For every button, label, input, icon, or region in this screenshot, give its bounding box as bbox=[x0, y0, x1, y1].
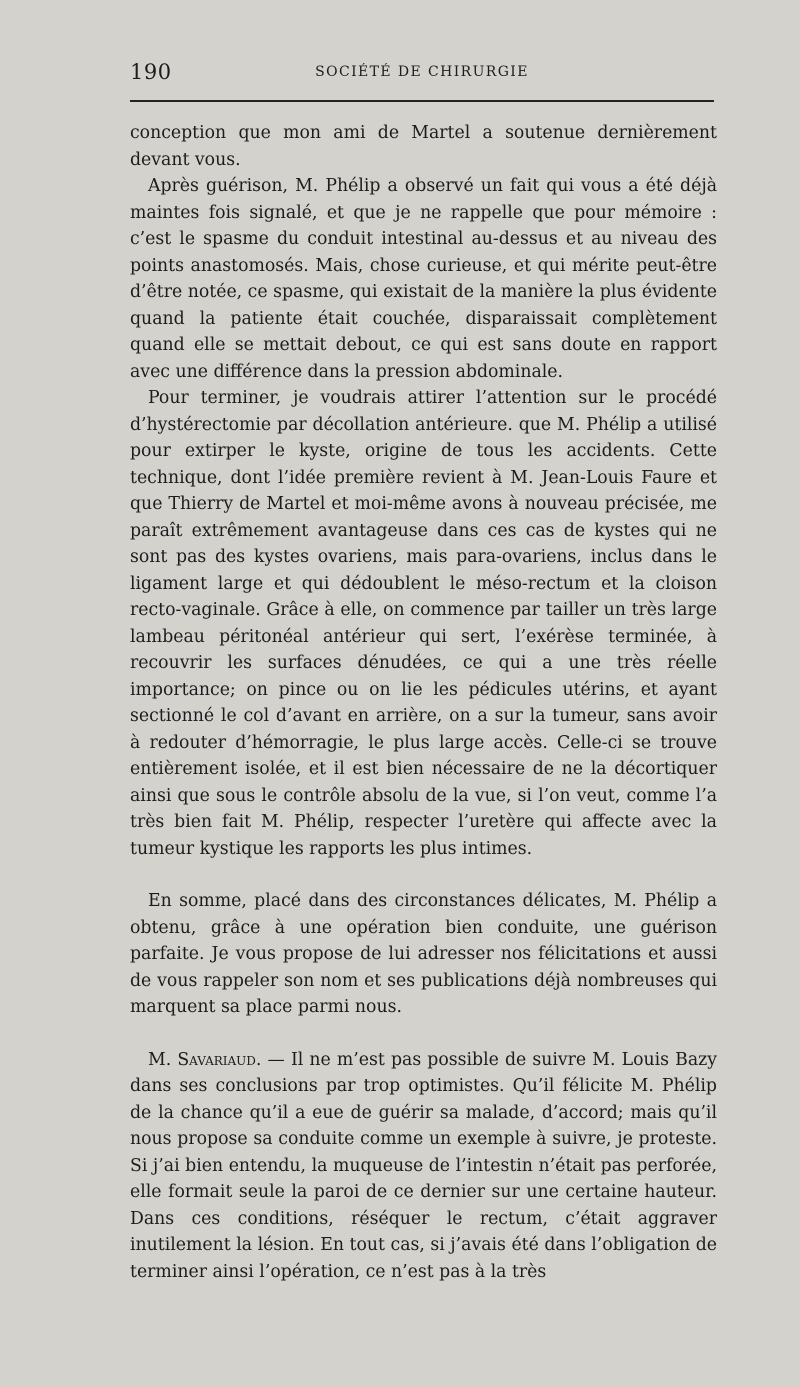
paragraph-conclusion: En somme, placé dans des circonstances délicates, M. Phélip a obtenu, grâce à une opération bien conduite, une guérison parfaite. Je vous propose de lui adresser nos félicitations et aussi de vous rappeler son nom et ses publications déjà nombreuses qui marquent sa place parmi nous. bbox=[130, 891, 717, 1017]
speaker-prefix: M. bbox=[148, 1049, 178, 1070]
page-number: 190 bbox=[130, 60, 172, 84]
header-rule bbox=[130, 100, 714, 102]
running-title: SOCIÉTÉ DE CHIRURGIE bbox=[315, 64, 529, 80]
speaker-text: Il ne m’est pas possible de suivre M. Louis Bazy dans ses conclusions par trop optimistes. Qu’il félicite M. Phélip de la chance qu’il a eue de guérir sa malade, d’accord; mais qu’il nous propose sa conduite comme un exemple à suivre, je proteste. Si j’ai bien entendu, la muqueuse de l’intestin n’était pas perforée, elle formait seule la paroi de ce dernier sur une certaine hauteur. Dans ces conditions, réséquer le rectum, c’était aggraver inutilement la lésion. En tout cas, si j’avais été dans l’obligation de terminer ainsi l’opération, ce n’est pas à la très bbox=[130, 1049, 717, 1282]
page-header bbox=[130, 60, 714, 90]
paragraph-hysterectomy: Pour terminer, je voudrais attirer l’attention sur le procédé d’hystérectomie par décollation antérieure. que M. Phélip a utilisé pour extirper le kyste, origine de tous les accidents. Cette technique, dont l’idée première revient à M. Jean-Louis Faure et que Thierry de Martel et moi-même avons à nouveau précisée, me paraît extrêmement avantageuse dans ces cas de kystes qui ne sont pas des kystes ovariens, mais para-ovariens, inclus dans le ligament large et qui dédoublent le méso-rectum et la cloison recto-vaginale. Grâce à elle, on commence par tailler un très large lambeau péritonéal antérieur qui sert, l’exérèse terminée, à recouvrir les surfaces dénudées, ce qui a une très réelle importance; on pince ou on lie les pédicules utérins, et ayant sectionné le col d’avant en arrière, on a sur la tumeur, sans avoir à redouter d’hémorragie, le plus large accès. Celle-ci se trouve entièrement isolée, et il est bien nécessaire de ne la décortiquer ainsi que sous le contrôle absolu de la vue, si l’on veut, comme l’a très bien fait M. Phélip, respecter l’uretère qui affecte avec la tumeur kystique les rapports les plus intimes. bbox=[130, 388, 717, 859]
paragraph-spasm: Après guérison, M. Phélip a observé un fait qui vous a été déjà maintes fois signalé, et que je ne rappelle que pour mémoire : c’est le spasme du conduit intestinal au-dessus et au niveau des points anastomosés. Mais, chose curieuse, et qui mérite peut-être d’être notée, ce spasme, qui existait de la manière la plus évidente quand la patiente était couchée, disparaissait complètement quand elle se mettait debout, ce qui est sans doute en rapport avec une différence dans la pression abdominale. bbox=[130, 176, 717, 382]
speaker-name: Savariaud bbox=[177, 1049, 256, 1070]
paragraph-savariaud bbox=[130, 1047, 717, 1286]
speaker-punct: . — bbox=[255, 1049, 291, 1070]
body-text bbox=[130, 120, 717, 1285]
paragraph-continuation: conception que mon ami de Martel a soutenue dernièrement devant vous. bbox=[130, 123, 717, 170]
